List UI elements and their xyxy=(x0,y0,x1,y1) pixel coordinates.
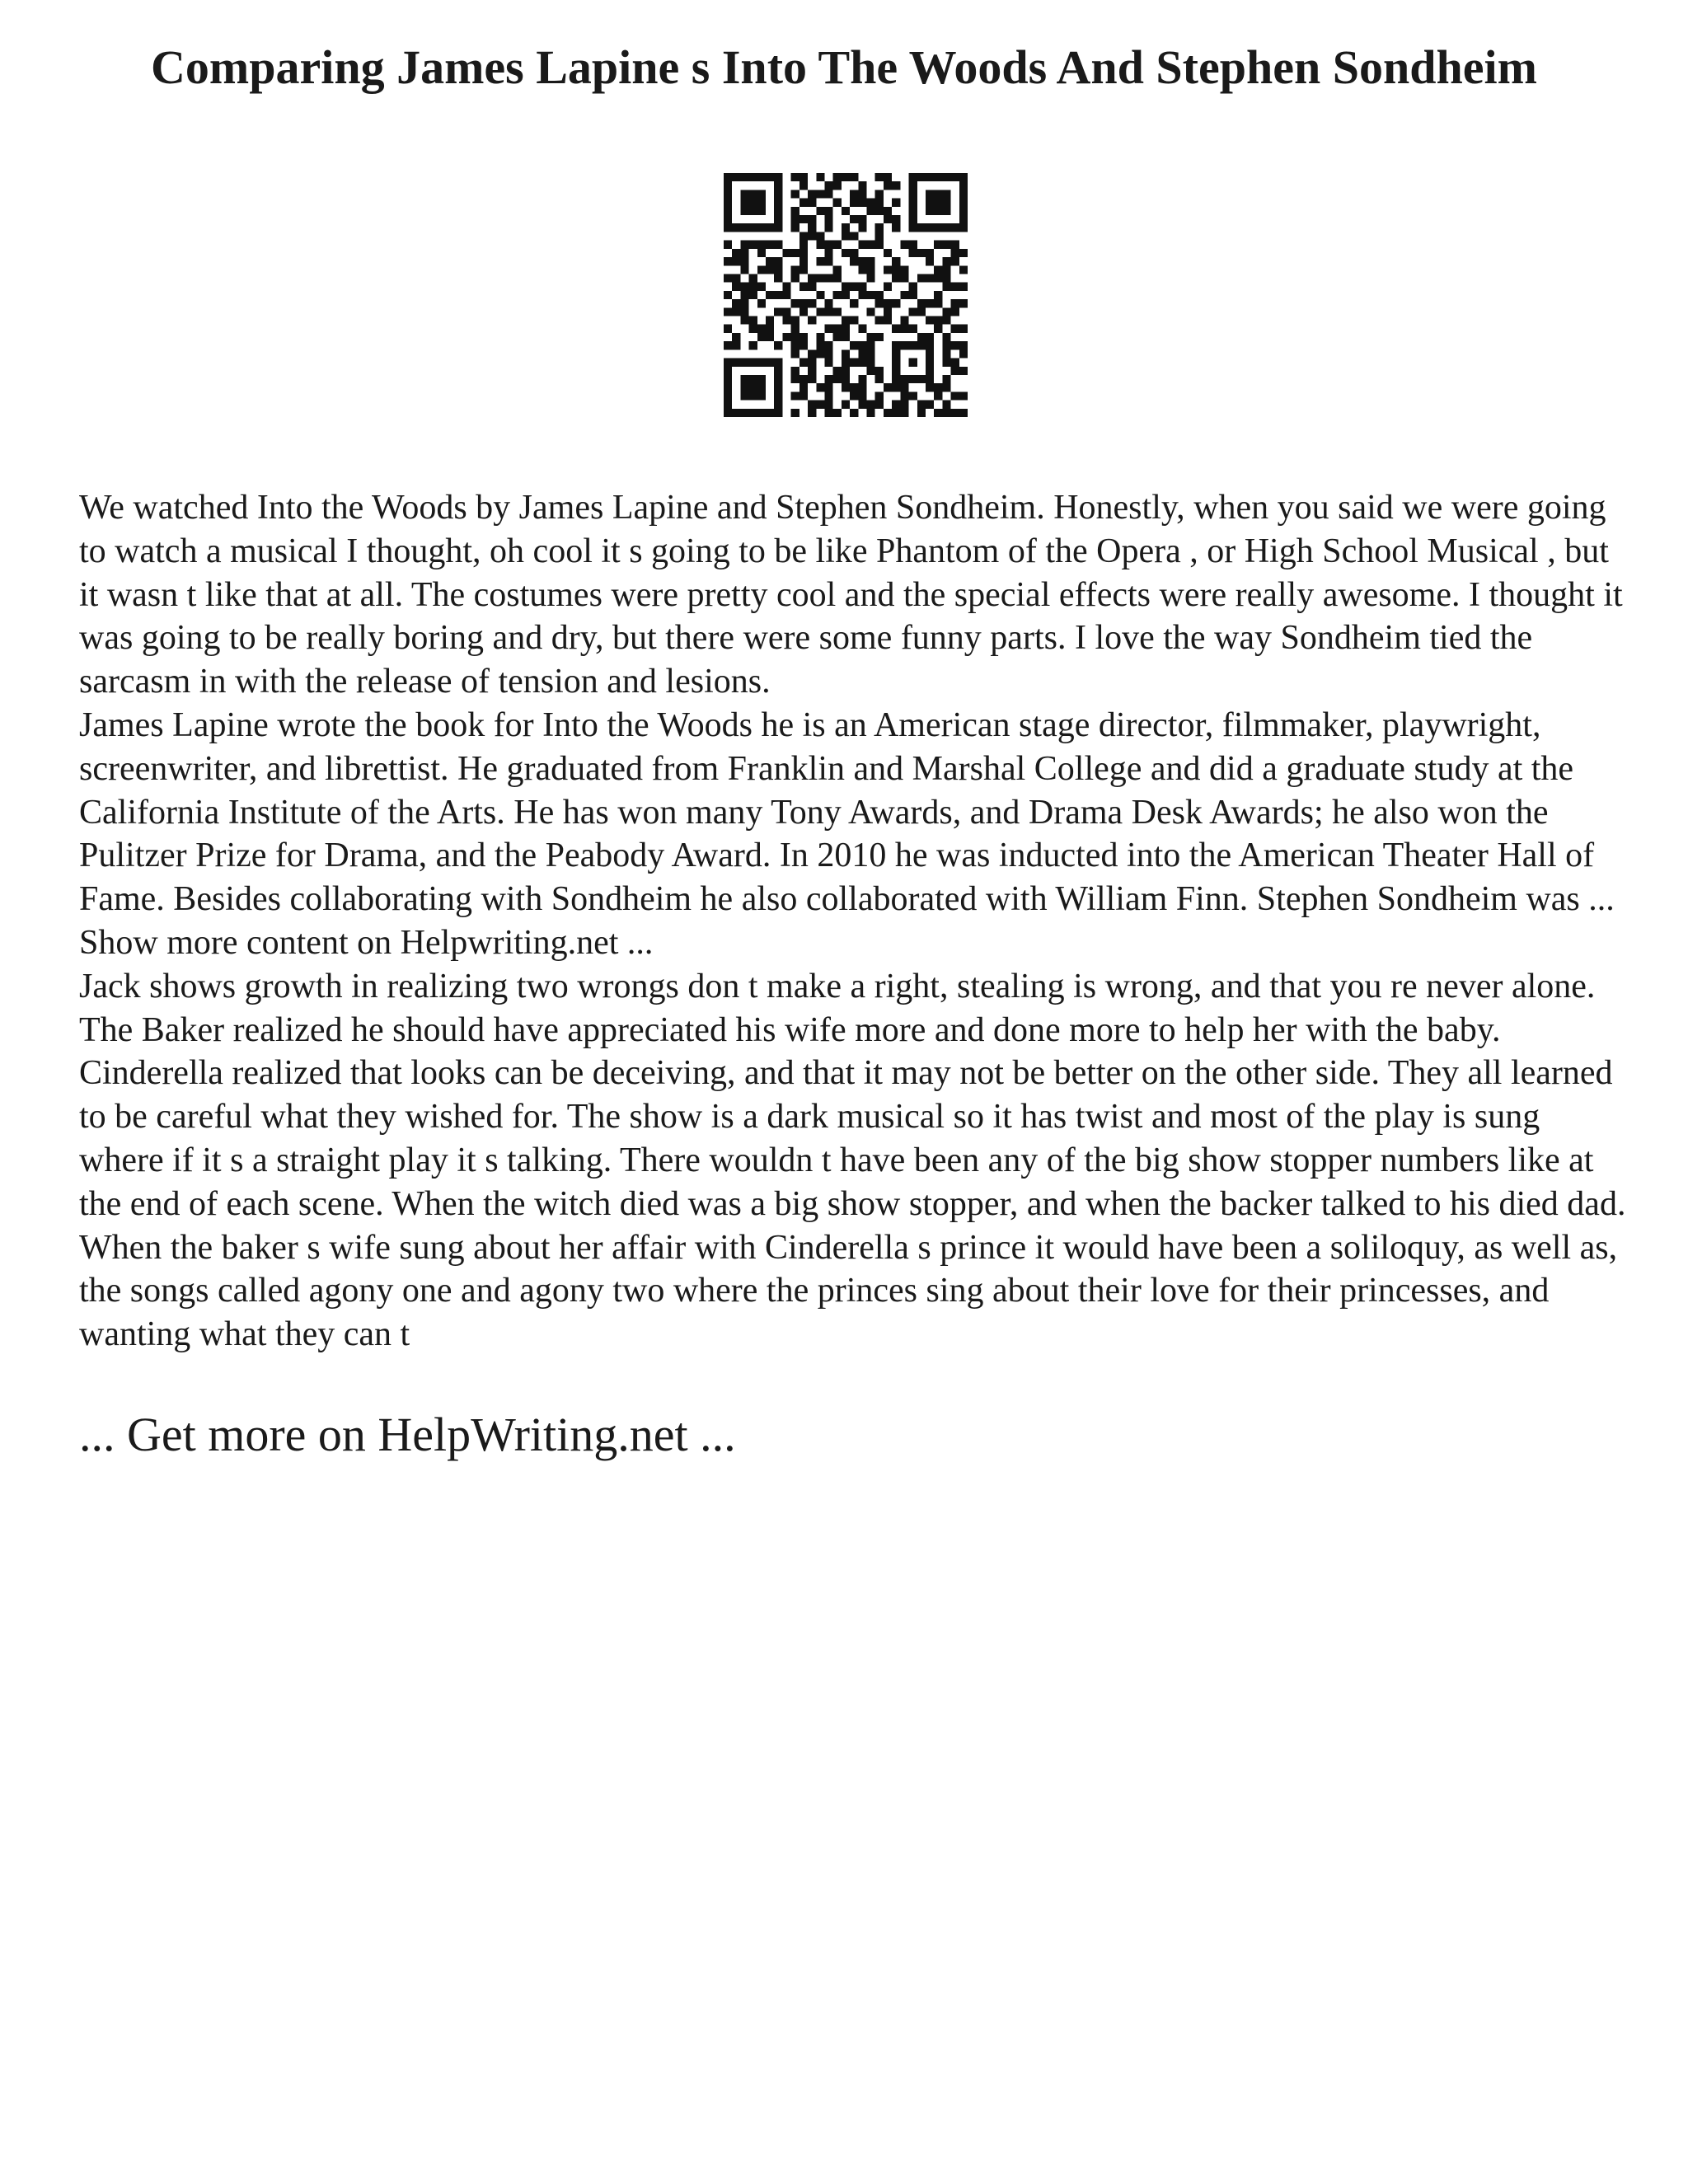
article-body xyxy=(79,486,1629,1357)
get-more-link[interactable]: ... Get more on HelpWriting.net ... xyxy=(79,1408,736,1461)
paragraph: We watched Into the Woods by James Lapine and Stephen Sondheim. Honestly, when you said we were going to watch a musical I thought, oh cool it s going to be like Phantom of the Opera , or High School Musical , but it wasn t like that at all. The costumes were pretty cool and the special effects were really awesome. I thought it was going to be really boring and dry, but there were some funny parts. I love the way Sondheim tied the sarcasm in with the release of tension and lesions. xyxy=(79,489,1623,701)
paragraph: James Lapine wrote the book for Into the Woods he is an American stage director, filmmaker, playwright, screenwriter, and librettist. He graduated from Franklin and Marshal College and did a graduate study at the California Institute of the Arts. He has won many Tony Awards, and Drama Desk Awards; he also won the Pulitzer Prize for Drama, and the Peabody Award. In 2010 he was inducted into the American Theater Hall of Fame. Besides collaborating with Sondheim he also collaborated with William Finn. Stephen Sondheim was ... Show more content on Helpwriting.net ... xyxy=(79,705,1615,962)
paragraph: Jack shows growth in realizing two wrongs don t make a right, stealing is wrong, and that you re never alone. The Baker realized he should have appreciated his wife more and done more to help her with the baby. Cinderella realized that looks can be deceiving, and that it may not be better on the other side. They all learned to be careful what they wished for. The show is a dark musical so it has twist and most of the play is sung where if it s a straight play it s talking. There wouldn t have been any of the big show stopper numbers like at the end of each scene. When the witch died was a big show stopper, and when the backer talked to his died dad. When the baker s wife sung about her affair with Cinderella s prince it would have been a soliloquy, as well as, the songs called agony one and agony two where the princes sing about their love for their princesses, and wanting what they can t xyxy=(79,967,1626,1354)
page-title: Comparing James Lapine s Into The Woods And Stephen Sondheim xyxy=(151,40,1537,94)
qr-code-icon xyxy=(724,173,968,417)
